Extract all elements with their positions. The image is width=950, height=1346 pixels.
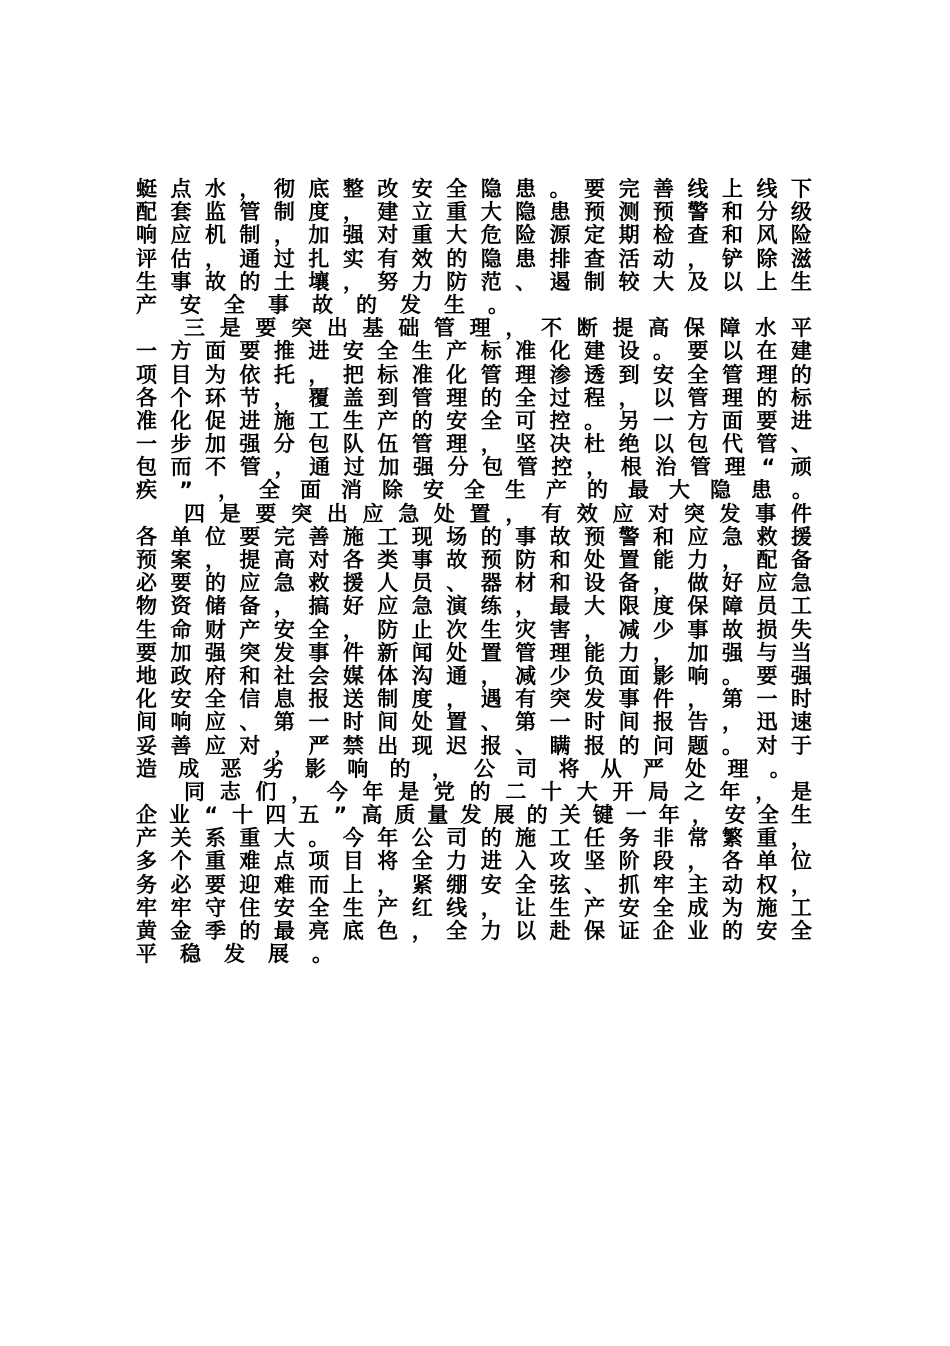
text-line: 平 稳 发 展 。 xyxy=(136,942,333,967)
text-line: 妥 善 应 对 ， 严 禁 出 现 迟 报 、 瞒 报 的 问 题 。 对 于 xyxy=(136,733,812,758)
text-line: 产 关 系 重 大 。 今 年 公 司 的 施 工 任 务 非 常 繁 重 ， xyxy=(136,826,812,851)
text-line: 黄 金 季 的 最 亮 底 色 ， 全 力 以 赴 保 证 企 业 的 安 全 xyxy=(136,919,812,943)
text-line: 评 估 ， 通 过 扎 实 有 效 的 隐 患 排 查 活 动 ， 铲 除 滋 xyxy=(136,246,812,271)
text-line: 同 志 们 ， 今 年 是 党 的 二 十 大 开 局 之 年 ， 是 xyxy=(184,779,812,804)
text-line: 要 加 强 突 发 事 件 新 闻 处 置 管 理 能 力 ， 加 强 与 当 xyxy=(136,640,812,665)
text-line: 生 事 故 的 土 壤 ， 努 力 防 范 、 遏 制 较 大 及 以 上 生 xyxy=(136,269,812,294)
text-line: 包 而 不 管 ， 通 过 加 强 分 包 管 控 ， 根 治 管 理 “ 顽 xyxy=(136,455,812,480)
text-line: 务 必 要 迎 难 而 上 ， 紧 绷 安 全 弦 、 抓 牢 主 动 权 ， xyxy=(136,872,812,897)
text-line: 响 应 机 制 ， 加 强 对 重 大 危 险 源 定 期 检 查 和 风 险 xyxy=(136,223,812,248)
text-line: 必 要 的 应 急 救 援 人 员 、 器 材 和 设 备 ， 做 好 应 急 xyxy=(136,571,812,596)
text-line: 四 是 要 突 出 应 急 处 置 ， 有 效 应 对 突 发 事 件 xyxy=(184,501,812,526)
text-line: 一 方 面 要 推 进 安 全 生 产 标 准 化 建 设 。 要 以 在 建 xyxy=(136,339,812,364)
text-line: 一 步 加 强 分 包 队 伍 管 理 ， 坚 决 杜 绝 以 包 代 管 、 xyxy=(136,432,812,457)
text-line: 配 套 监 管 制 度 ， 建 立 重 大 隐 患 预 测 预 警 和 分 级 xyxy=(136,200,812,225)
text-line: 三 是 要 突 出 基 础 管 理 ， 不 断 提 高 保 障 水 平 xyxy=(184,316,812,341)
text-line: 生 命 财 产 安 全 ， 防 止 次 生 灾 害 ， 减 少 事 故 损 失 xyxy=(136,617,812,642)
text-line: 物 资 储 备 ， 搞 好 应 急 演 练 ， 最 大 限 度 保 障 员 工 xyxy=(136,594,812,619)
text-line: 地 政 府 和 社 会 媒 体 沟 通 ， 减 少 负 面 影 响 。 要 强 xyxy=(136,663,812,688)
text-line: 化 安 全 信 息 报 送 制 度 ， 遇 有 突 发 事 件 ， 第 一 时 xyxy=(136,687,812,712)
body-text xyxy=(136,178,812,966)
text-line: 疾 ” ， 全 面 消 除 安 全 生 产 的 最 大 隐 患 。 xyxy=(136,478,813,503)
text-line: 造 成 恶 劣 影 响 的 ， 公 司 将 从 严 处 理 。 xyxy=(136,756,791,781)
text-line: 蜓 点 水 ， 彻 底 整 改 安 全 隐 患 。 要 完 善 线 上 线 下 xyxy=(136,177,812,201)
text-line: 间 响 应 、 第 一 时 间 处 置 、 第 一 时 间 报 告 ， 迅 速 xyxy=(136,710,812,735)
text-line: 各 个 环 节 ， 覆 盖 到 管 理 的 全 过 程 ， 以 管 理 的 标 xyxy=(136,385,812,410)
text-line: 产 安 全 事 故 的 发 生 。 xyxy=(136,292,509,317)
text-line: 企 业 “ 十 四 五 ” 高 质 量 发 展 的 关 键 一 年 ， 安 全 生 xyxy=(136,803,812,828)
text-line: 准 化 促 进 施 工 生 产 的 安 全 可 控 。 另 一 方 面 要 进 xyxy=(136,408,812,433)
text-line: 各 单 位 要 完 善 施 工 现 场 的 事 故 预 警 和 应 急 救 援 xyxy=(136,524,812,549)
text-line: 预 案 ， 提 高 对 各 类 事 故 预 防 和 处 置 能 力 ， 配 备 xyxy=(136,548,812,572)
text-line: 项 目 为 依 托 ， 把 标 准 化 管 理 渗 透 到 安 全 管 理 的 xyxy=(136,362,812,387)
text-line: 多 个 重 难 点 项 目 将 全 力 进 入 攻 坚 阶 段 ， 各 单 位 xyxy=(136,849,812,874)
text-line: 牢 牢 守 住 安 全 生 产 红 线 ， 让 生 产 安 全 成 为 施 工 xyxy=(136,895,812,920)
